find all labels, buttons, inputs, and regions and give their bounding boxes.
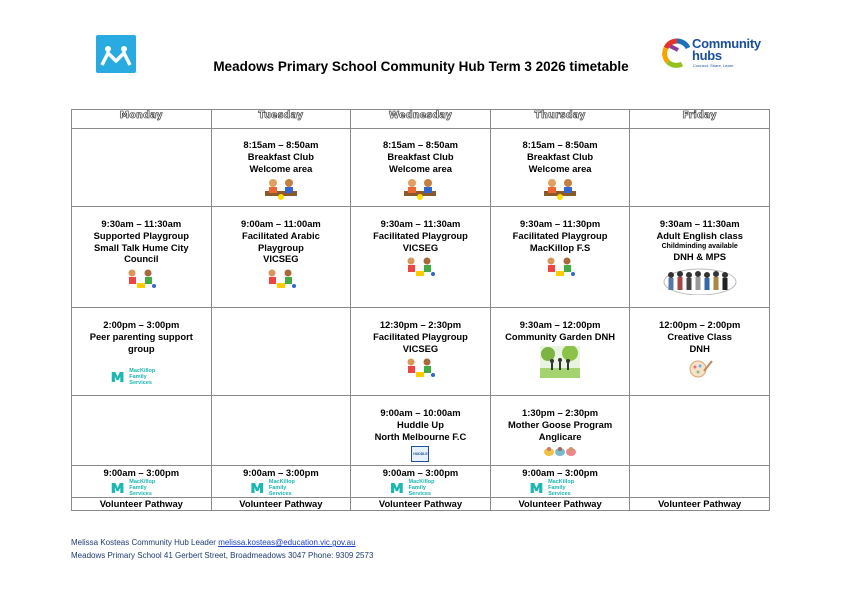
page-title: Meadows Primary School Community Hub Term 3 2026 timetable bbox=[213, 59, 629, 74]
session-location: Welcome area bbox=[389, 162, 452, 174]
day-header-tuesday: Tuesday bbox=[211, 110, 351, 129]
session-time: 1:30pm – 2:30pm bbox=[522, 407, 599, 418]
session-time: 9:30am – 11:30pm bbox=[519, 218, 601, 229]
playgroup-illustration bbox=[264, 268, 298, 290]
cell-fri-english bbox=[630, 207, 770, 308]
session-provider: DNH bbox=[689, 342, 710, 354]
session-time: 8:15am – 8:50am bbox=[243, 139, 319, 150]
session-time: 9:30am – 11:30am bbox=[380, 218, 461, 229]
cell-empty bbox=[211, 396, 351, 466]
session-title: Playgroup bbox=[257, 241, 304, 253]
mackillop-logo: ᴍ MacKillop Family Services bbox=[529, 476, 575, 498]
session-title: Community Garden DNH bbox=[505, 330, 616, 342]
cell-wed-huddle bbox=[351, 396, 491, 466]
session-title: Creative Class bbox=[667, 330, 732, 342]
cell-thu-garden bbox=[490, 308, 630, 396]
footer bbox=[71, 536, 373, 562]
session-time: 8:15am – 8:50am bbox=[382, 139, 459, 150]
creative-class-illustration bbox=[686, 357, 714, 379]
cell-mon-volunteer-time bbox=[72, 466, 212, 498]
mackillop-icon: ᴍ bbox=[110, 476, 126, 498]
session-title: Facilitated Arabic bbox=[241, 229, 320, 241]
mackillop-logo: ᴍ MacKillop Family Services bbox=[389, 476, 435, 498]
timetable-row-volunteer-times bbox=[72, 466, 770, 498]
playgroup-illustration bbox=[124, 268, 158, 290]
community-hubs-logo-name: Community hubs bbox=[692, 36, 761, 63]
session-time: 9:30am – 11:30am bbox=[659, 218, 740, 229]
playgroup-illustration bbox=[403, 357, 437, 379]
day-header-monday: Monday bbox=[72, 110, 212, 129]
community-hubs-logo-tagline: Connect. Share. Learn. bbox=[693, 63, 735, 68]
session-title: group bbox=[128, 342, 155, 354]
session-provider: VICSEG bbox=[263, 253, 299, 265]
cell-thu-volunteer-pathway: Volunteer Pathway bbox=[490, 497, 630, 510]
playgroup-illustration bbox=[543, 256, 577, 278]
day-header-thursday: Thursday bbox=[490, 110, 630, 129]
cell-wed-playgroup-pm bbox=[351, 308, 491, 396]
cell-tue-volunteer-pathway: Volunteer Pathway bbox=[211, 497, 351, 510]
session-time: 9:00am – 3:00pm bbox=[103, 467, 180, 478]
day-header-wednesday: Wednesday bbox=[351, 110, 491, 129]
mackillop-icon: ᴍ bbox=[529, 476, 544, 498]
adult-class-group-illustration bbox=[663, 265, 737, 295]
playgroup-illustration bbox=[403, 256, 437, 278]
session-title: Breakfast Club bbox=[387, 150, 454, 162]
community-garden-illustration bbox=[540, 346, 580, 378]
session-provider: Council bbox=[124, 253, 159, 265]
session-time: 9:30am – 11:30am bbox=[101, 218, 182, 229]
timetable-row-extra bbox=[72, 396, 770, 466]
mackillop-logo: ᴍ MacKillop Family Services bbox=[110, 366, 156, 388]
session-provider: MacKillop F.S bbox=[529, 241, 591, 253]
cell-wed-breakfast bbox=[351, 129, 491, 207]
cell-mon-volunteer-pathway: Volunteer Pathway bbox=[72, 497, 212, 510]
session-time: 9:00am – 3:00pm bbox=[243, 467, 319, 478]
timetable-row-playgroups bbox=[72, 207, 770, 308]
session-provider: North Melbourne F.C bbox=[374, 430, 467, 442]
session-provider: VICSEG bbox=[402, 342, 439, 354]
session-time: 9:00am – 3:00pm bbox=[382, 467, 459, 478]
mackillop-icon: ᴍ bbox=[389, 476, 405, 498]
cell-empty bbox=[630, 129, 770, 207]
cell-tue-breakfast bbox=[211, 129, 351, 207]
session-title: Facilitated Playgroup bbox=[512, 229, 608, 241]
cell-empty bbox=[630, 466, 770, 498]
timetable-header-row bbox=[72, 110, 770, 129]
footer-email-link[interactable]: melissa.kosteas@education.vic.gov.au bbox=[218, 538, 356, 547]
session-time: 9:00am – 11:00am bbox=[241, 218, 321, 229]
session-title: Facilitated Playgroup bbox=[373, 229, 468, 241]
timetable bbox=[71, 109, 770, 511]
cell-tue-playgroup bbox=[211, 207, 351, 308]
cell-wed-playgroup bbox=[351, 207, 491, 308]
session-title: Huddle Up bbox=[397, 418, 444, 430]
cell-empty bbox=[72, 396, 212, 466]
cell-thu-playgroup bbox=[490, 207, 630, 308]
day-header-friday: Friday bbox=[630, 110, 770, 129]
session-title: Mother Goose Program bbox=[507, 418, 613, 430]
mackillop-logo: ᴍ MacKillop Family Services bbox=[249, 476, 295, 498]
mackillop-icon: ᴍ bbox=[110, 366, 126, 388]
session-time: 8:15am – 8:50am bbox=[522, 139, 598, 150]
footer-address: Meadows Primary School 41 Gerbert Street, Broadmeadows 3047 Phone: 9309 2573 bbox=[71, 551, 374, 560]
session-time: 12:00pm – 2:00pm bbox=[659, 319, 741, 330]
cell-mon-playgroup bbox=[72, 207, 212, 308]
session-time: 2:00pm – 3:00pm bbox=[103, 319, 180, 330]
session-location: Welcome area bbox=[249, 162, 313, 174]
cell-thu-volunteer-time bbox=[490, 466, 630, 498]
session-provider: Small Talk Hume City bbox=[93, 241, 189, 253]
session-time: 12:30pm – 2:30pm bbox=[379, 319, 462, 330]
cell-wed-volunteer-pathway: Volunteer Pathway bbox=[351, 497, 491, 510]
cell-fri-volunteer-pathway: Volunteer Pathway bbox=[630, 497, 770, 510]
mackillop-icon: ᴍ bbox=[249, 476, 265, 498]
session-note: Childminding available bbox=[661, 242, 738, 250]
session-time: 9:00am – 3:00pm bbox=[522, 467, 598, 478]
breakfast-club-illustration bbox=[400, 177, 440, 201]
session-title: Facilitated Playgroup bbox=[373, 330, 468, 342]
breakfast-club-illustration bbox=[540, 177, 580, 201]
session-time: 9:00am – 10:00am bbox=[380, 407, 461, 418]
breakfast-club-illustration bbox=[261, 177, 301, 201]
session-title: Peer parenting support bbox=[89, 330, 193, 342]
cell-mon-parenting bbox=[72, 308, 212, 396]
session-title: Supported Playgroup bbox=[93, 229, 189, 241]
session-title: Breakfast Club bbox=[526, 150, 594, 162]
cell-thu-breakfast bbox=[490, 129, 630, 207]
footer-contact-label: Melissa Kosteas Community Hub Leader bbox=[71, 538, 219, 547]
timetable-row-volunteer-pathway bbox=[72, 497, 770, 510]
cell-tue-volunteer-time bbox=[211, 466, 351, 498]
mackillop-logo: ᴍ MacKillop Family Services bbox=[110, 476, 156, 498]
cell-thu-mothergoose bbox=[490, 396, 630, 466]
session-title: Breakfast Club bbox=[247, 150, 314, 162]
session-time: 9:30am – 12:00pm bbox=[519, 319, 601, 330]
timetable-row-breakfast bbox=[72, 129, 770, 207]
session-provider: Anglicare bbox=[538, 430, 582, 442]
footer-contact bbox=[71, 536, 373, 549]
session-location: Welcome area bbox=[528, 162, 592, 174]
cell-empty bbox=[72, 129, 212, 207]
mother-goose-illustration bbox=[543, 445, 577, 457]
cell-empty bbox=[630, 396, 770, 466]
session-provider: VICSEG bbox=[402, 241, 439, 253]
cell-wed-volunteer-time bbox=[351, 466, 491, 498]
timetable-row-afternoon bbox=[72, 308, 770, 396]
cell-empty bbox=[211, 308, 351, 396]
session-title: Adult English class bbox=[656, 229, 743, 241]
cell-fri-creative bbox=[630, 308, 770, 396]
huddle-logo: HUDDLE bbox=[411, 446, 429, 462]
session-provider: DNH & MPS bbox=[673, 250, 726, 262]
